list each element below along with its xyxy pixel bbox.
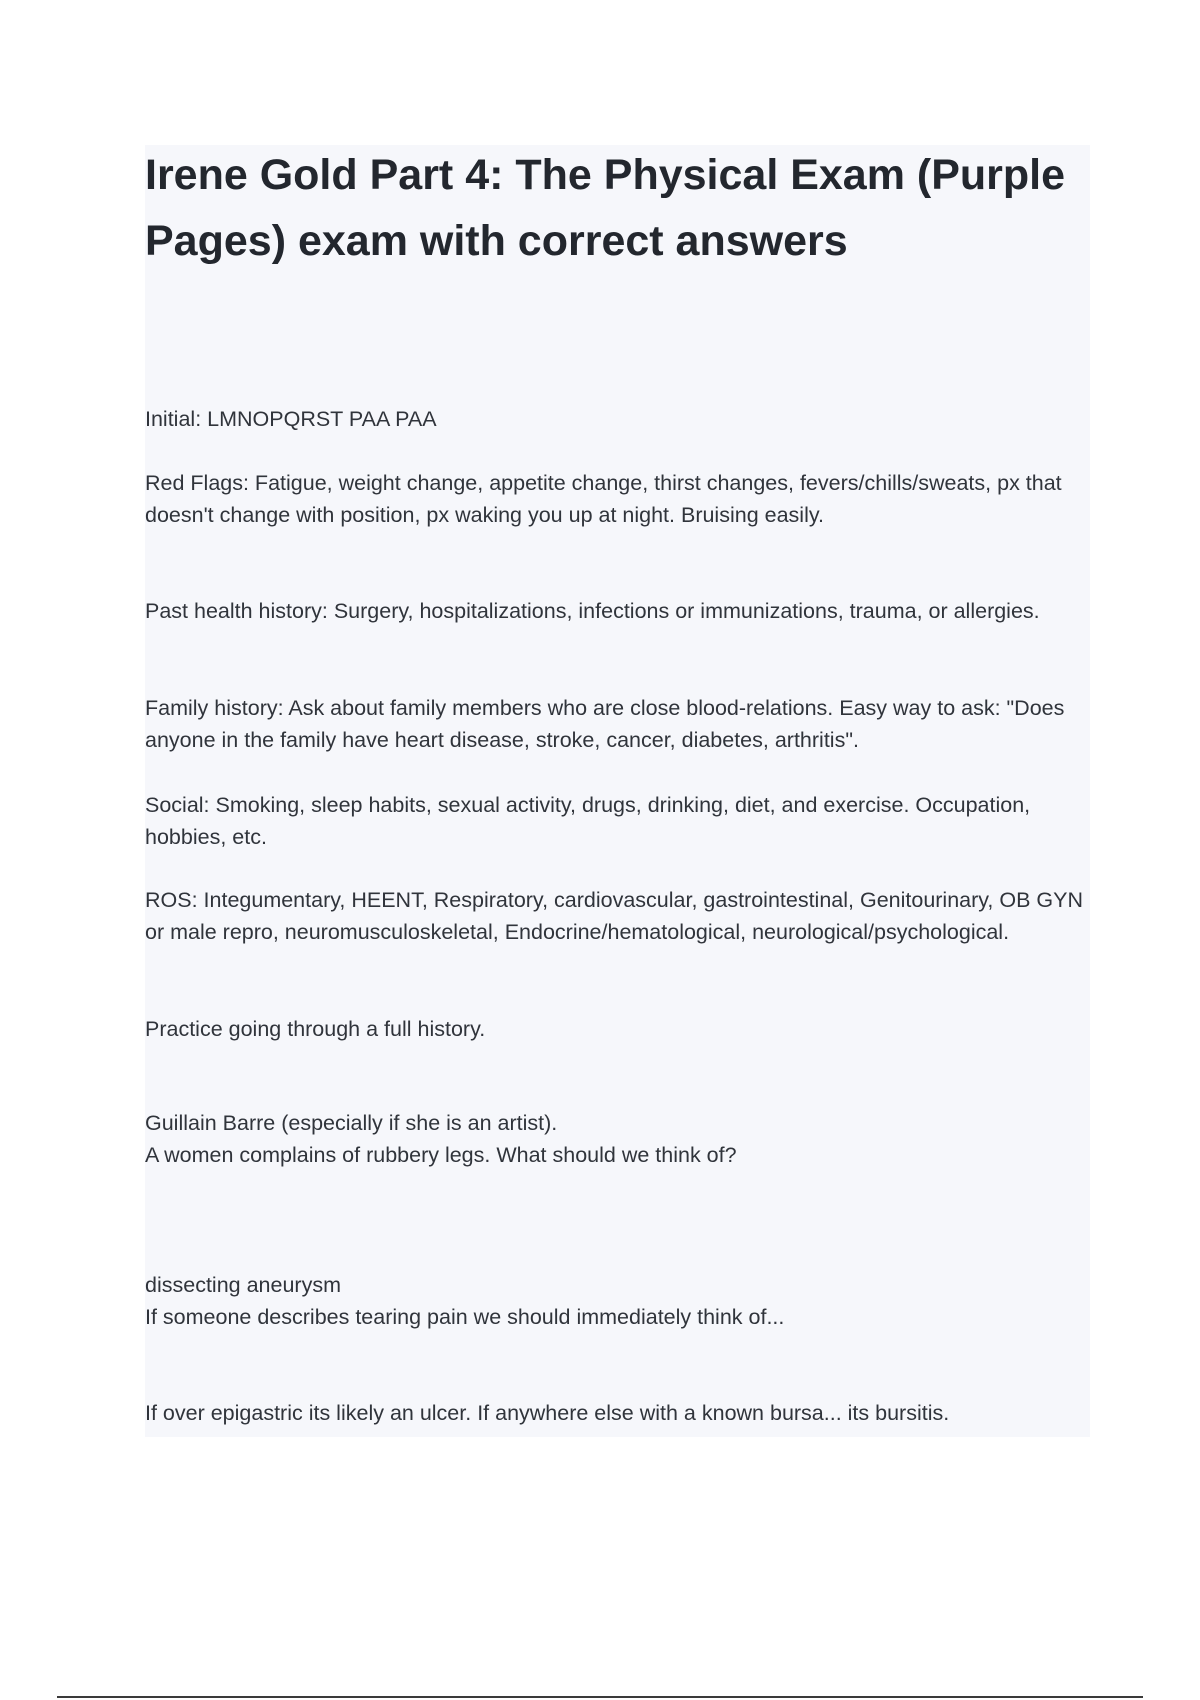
paragraph-social: Social: Smoking, sleep habits, sexual activity, drugs, drinking, diet, and exercise. Occupation, hobbies, etc. <box>145 793 1031 849</box>
qa-answer: dissecting aneurysm <box>145 1273 341 1297</box>
qa-answer: Guillain Barre (especially if she is an artist). <box>145 1111 558 1135</box>
paragraph-red-flags: Red Flags: Fatigue, weight change, appetite change, thirst changes, fevers/chills/sweats, px that doesn't change with position, px waking you up at night. Bruising easily. <box>145 471 1062 527</box>
paragraph-initial: Initial: LMNOPQRST PAA PAA <box>145 407 437 431</box>
paragraph-practice: Practice going through a full history. <box>145 1017 486 1041</box>
paragraph-closing: If over epigastric its likely an ulcer. If anywhere else with a known bursa... its bursitis. <box>145 1401 950 1425</box>
page-bottom-rule <box>57 1696 1143 1698</box>
qa-question: A women complains of rubbery legs. What should we think of? <box>145 1143 737 1167</box>
paragraph-ros: ROS: Integumentary, HEENT, Respiratory, cardiovascular, gastrointestinal, Genitourinary, OB GYN or male repro, neuromusculoskeletal, Endocrine/hematological, neurological/psychological. <box>145 888 1084 944</box>
paragraph-family-history: Family history: Ask about family members who are close blood-relations. Easy way to ask: "Does anyone in the family have heart disease, stroke, cancer, diabetes, arthritis". <box>145 696 1065 752</box>
paragraph-past-health-history: Past health history: Surgery, hospitalizations, infections or immunizations, trauma, or allergies. <box>145 599 1040 623</box>
document-title: Irene Gold Part 4: The Physical Exam (Purple Pages) exam with correct answers <box>145 151 1066 265</box>
qa-question: If someone describes tearing pain we should immediately think of... <box>145 1305 785 1329</box>
